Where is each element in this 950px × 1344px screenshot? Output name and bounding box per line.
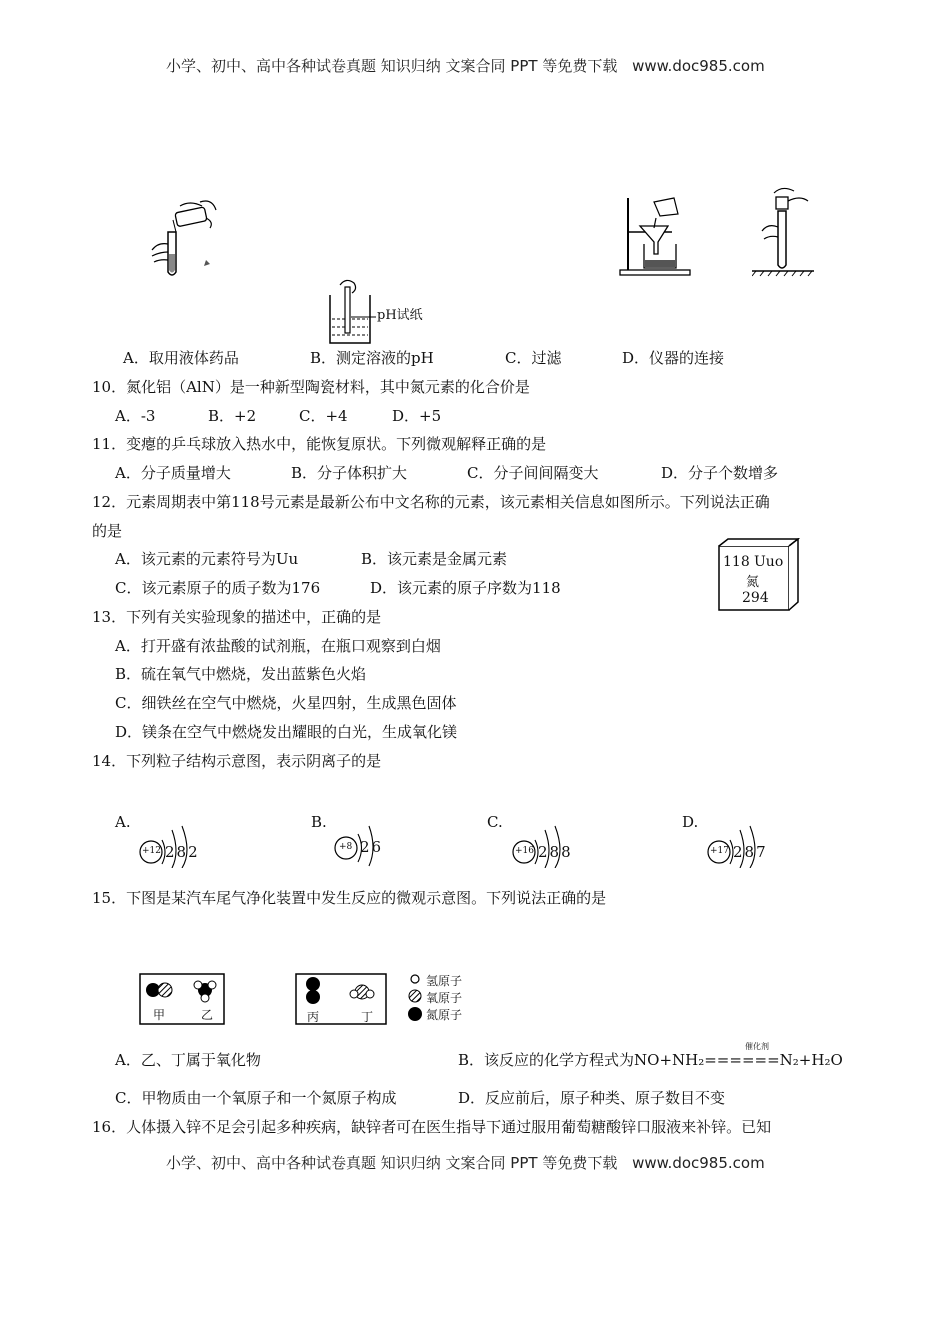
q14-option-a-shells: 282	[165, 843, 200, 861]
q12-stem-line2: 的是	[92, 522, 123, 540]
page-header	[166, 55, 765, 76]
footer-url: www.doc985.com	[632, 1154, 765, 1172]
header-text: 小学、初中、高中各种试卷真题 知识归纳 文案合同 PPT 等免费下载	[166, 57, 618, 75]
q14-option-c-diagram	[511, 822, 581, 868]
legend-hydrogen-icon	[411, 975, 419, 983]
q13-option-a: A．打开盛有浓盐酸的试剂瓶，在瓶口观察到白烟	[115, 637, 441, 655]
q15-label-ding: 丁	[361, 1010, 374, 1024]
q14-option-d-diagram	[706, 822, 776, 868]
q9-option-b: B．测定溶液的pH	[310, 349, 434, 367]
q15-reactants-box	[139, 973, 225, 1025]
q14-option-c-shells: 288	[538, 843, 573, 861]
q15-label-yi: 乙	[201, 1008, 214, 1022]
legend-nitrogen-icon	[408, 1007, 422, 1021]
q15-products-box	[295, 973, 387, 1025]
q11-stem: 11．变瘪的乒乓球放入热水中，能恢复原状。下列微观解释正确的是	[92, 435, 547, 453]
q12-option-d: D．该元素的原子序数为118	[370, 579, 561, 597]
q14-option-d-nucleus: +17	[710, 846, 729, 856]
q13-option-b: B．硫在氧气中燃烧，发出蓝紫色火焰	[115, 665, 367, 683]
q12-element-name: 氮	[746, 575, 760, 590]
q10-option-c: C．+4	[299, 407, 348, 425]
q9-option-a: A．取用液体药品	[123, 349, 239, 367]
q14-option-b-shells: 26	[360, 838, 384, 856]
q9-figure-a-liquid-pouring	[140, 192, 230, 282]
q15-option-d: D．反应前后，原子种类、原子数目不变	[458, 1089, 726, 1107]
q15-option-a: A．乙、丁属于氧化物	[115, 1051, 261, 1069]
page-footer	[166, 1152, 765, 1173]
q14-option-c-label: C.	[487, 813, 503, 831]
q13-stem: 13．下列有关实验现象的描述中，正确的是	[92, 608, 382, 626]
q15-option-b	[458, 1050, 843, 1070]
q15-legend-hydrogen: 氢原子	[426, 974, 463, 988]
q15-legend	[408, 970, 478, 1024]
q10-option-b: B．+2	[208, 407, 257, 425]
q13-option-c: C．细铁丝在空气中燃烧，火星四射，生成黑色固体	[115, 694, 457, 712]
q14-option-a-nucleus: +12	[142, 846, 161, 856]
q14-option-a-diagram	[138, 822, 208, 868]
q14-stem: 14．下列粒子结构示意图，表示阴离子的是	[92, 752, 382, 770]
q12-stem-line1: 12．元素周期表中第118号元素是最新公布中文名称的元素，该元素相关信息如图所示。下列说法正确	[92, 493, 770, 511]
footer-text: 小学、初中、高中各种试卷真题 知识归纳 文案合同 PPT 等免费下载	[166, 1154, 618, 1172]
q15-legend-oxygen: 氧原子	[426, 991, 463, 1005]
q11-option-c: C．分子间间隔变大	[467, 464, 599, 482]
q11-option-d: D．分子个数增多	[661, 464, 779, 482]
q15-option-b-prefix: B．该反应的化学方程式为	[458, 1051, 635, 1069]
q12-element-number: 118	[723, 554, 750, 570]
q12-option-c: C．该元素原子的质子数为176	[115, 579, 321, 597]
q11-option-a: A．分子质量增大	[115, 464, 231, 482]
q9-option-d: D．仪器的连接	[622, 349, 725, 367]
q13-option-d: D．镁条在空气中燃烧发出耀眼的白光，生成氧化镁	[115, 723, 458, 741]
q14-option-d-label: D.	[682, 813, 699, 831]
q16-stem: 16．人体摄入锌不足会引起多种疾病，缺锌者可在医生指导下通过服用葡萄糖酸锌口服液来补锌。已知	[92, 1118, 772, 1136]
q14-option-b-diagram	[333, 822, 393, 868]
q14-option-d-shells: 287	[733, 843, 768, 861]
q15-stem: 15．下图是某汽车尾气净化装置中发生反应的微观示意图。下列说法正确的是	[92, 889, 607, 907]
q15-label-jia: 甲	[153, 1008, 166, 1022]
q14-option-a-label: A.	[115, 813, 131, 831]
q10-option-a: A．-3	[115, 407, 156, 425]
q15-legend-nitrogen: 氮原子	[426, 1008, 463, 1022]
q10-option-d: D．+5	[392, 407, 442, 425]
q9-ph-paper-label: pH试纸	[377, 308, 423, 323]
q15-option-c: C．甲物质由一个氧原子和一个氮原子构成	[115, 1089, 397, 1107]
q11-option-b: B．分子体积扩大	[291, 464, 408, 482]
legend-oxygen-icon	[409, 990, 421, 1002]
q9-figure-c-filtration	[616, 192, 696, 277]
q14-option-b-label: B.	[311, 813, 327, 831]
q14-option-c-nucleus: +16	[515, 846, 534, 856]
header-url: www.doc985.com	[632, 57, 765, 75]
q12-element-mass: 294	[742, 590, 769, 606]
q12-element-symbol: Uuo	[754, 554, 784, 570]
q14-option-b-nucleus: +8	[339, 842, 353, 852]
q12-element-card	[718, 538, 800, 612]
q15-label-bing: 丙	[307, 1010, 320, 1024]
q10-stem: 10．氮化铝（AlN）是一种新型陶瓷材料，其中氮元素的化合价是	[92, 378, 530, 396]
q15-option-b-equation: NO+NH₂======N₂+H₂O	[634, 1051, 843, 1069]
q9-figure-d-instrument-connection	[752, 185, 822, 277]
q15-catalyst-label: 催化剂	[745, 1042, 769, 1051]
q9-option-c: C．过滤	[505, 349, 562, 367]
q12-option-a: A．该元素的元素符号为Uu	[115, 550, 299, 568]
q12-option-b: B．该元素是金属元素	[361, 550, 508, 568]
